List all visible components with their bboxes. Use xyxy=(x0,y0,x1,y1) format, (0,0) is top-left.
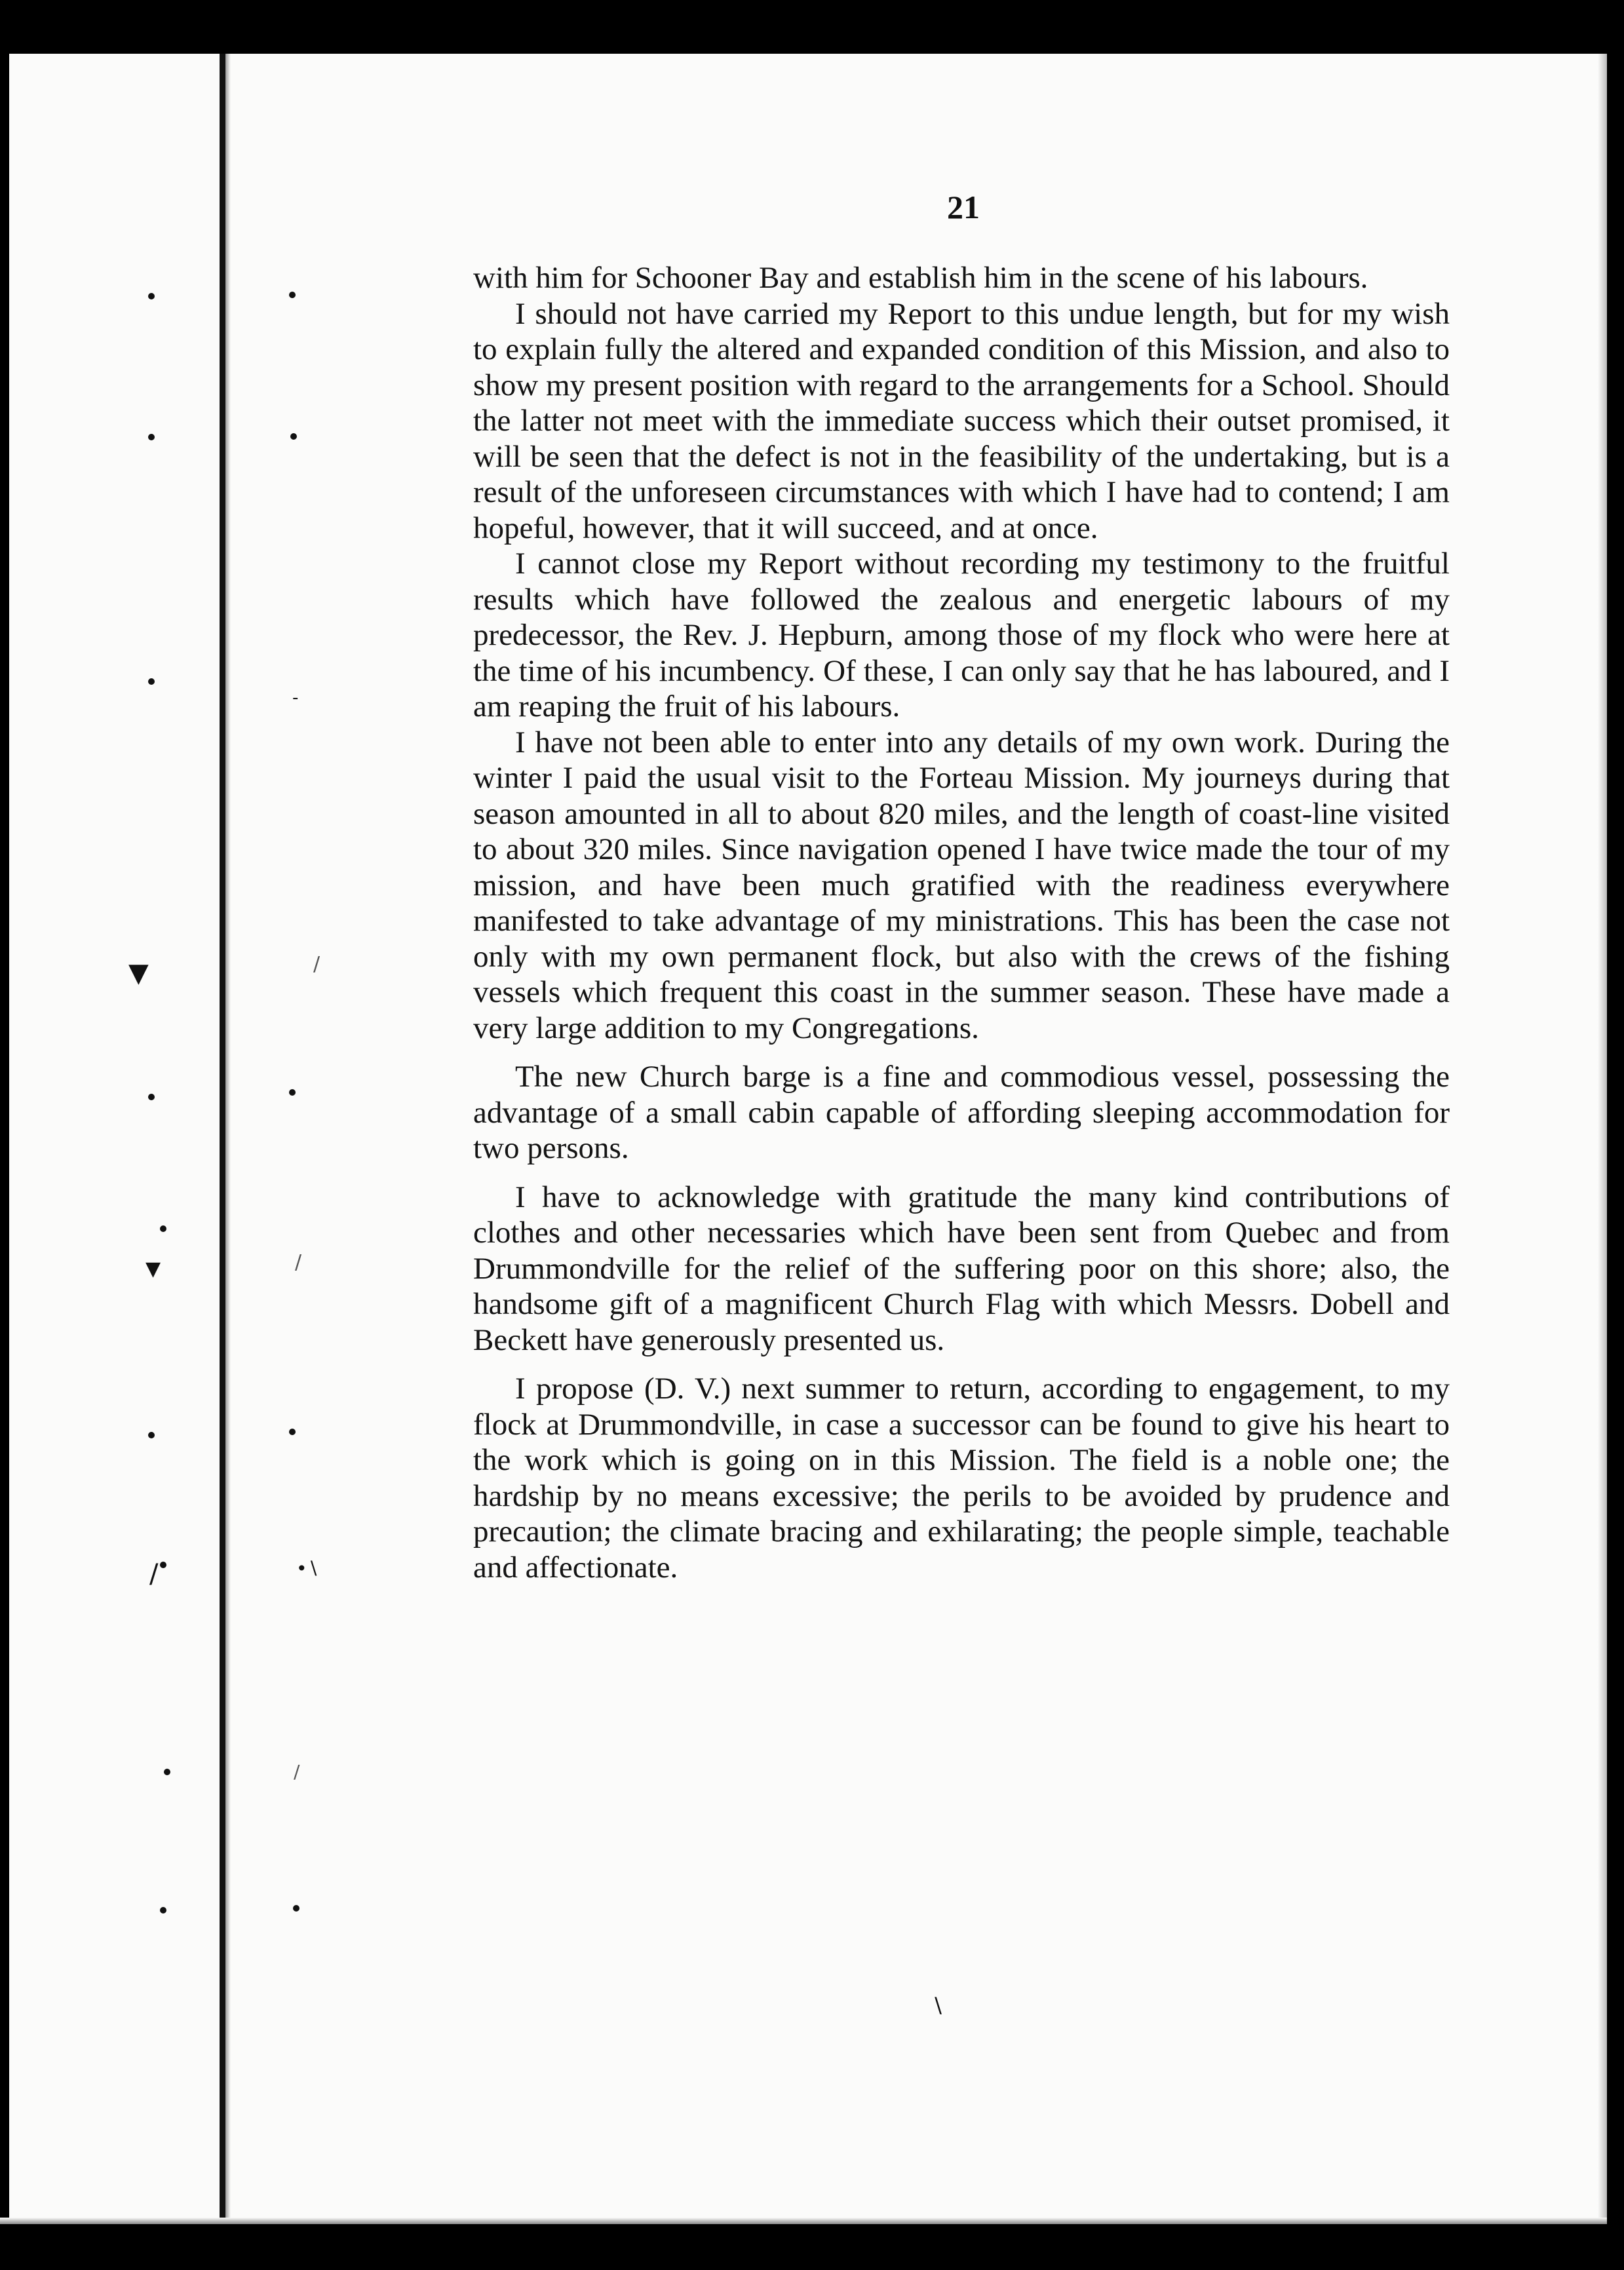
paragraph: I propose (D. V.) next summer to return, according to engagement, to my flock at Drummondville, in case a successor can be found to give his heart to the work which is going on in this Mission. The field is a noble one; the hardship by no means excessive; the perils to be avoided by prudence and precaution; the climate bracing and exhilarating; the people simple, teachable and affectionate. xyxy=(473,1372,1450,1585)
margin-mark: / xyxy=(149,1559,159,1589)
margin-speck xyxy=(293,1905,300,1912)
margin-speck xyxy=(160,1225,166,1232)
paragraph: I should not have carried my Report to this undue length, but for my wish to explain fully the altered and expanded condition of this Mission, and also to show my present position with regard to the arrangements for a School. Should the latter not meet with the immediate success which their outset promised, it will be seen that the defect is not in the feasibility of the undertaking, but is a result of the unforeseen circumstances with which I have had to contend; I am hopeful, however, that it will succeed, and at once. xyxy=(473,296,1450,545)
margin-speck xyxy=(289,1089,296,1096)
margin-mark: •∖ xyxy=(296,1558,319,1579)
gutter-shadow xyxy=(225,54,231,2224)
margin-mark: / xyxy=(294,1761,300,1782)
book-page xyxy=(0,54,1607,2224)
page-edge-right xyxy=(1598,54,1607,2224)
margin-speck xyxy=(289,292,296,298)
body-text xyxy=(473,260,1450,1585)
margin-speck xyxy=(160,1562,166,1568)
margin-speck xyxy=(148,1432,155,1438)
paragraph: with him for Schooner Bay and establish him in the scene of his labours. xyxy=(473,261,1368,295)
page-number: 21 xyxy=(947,189,980,225)
margin-speck xyxy=(164,1769,170,1775)
margin-speck xyxy=(148,434,155,440)
margin-speck xyxy=(148,293,155,299)
margin-mark: / xyxy=(313,953,320,976)
scan-border-top xyxy=(0,0,1624,52)
page-gutter xyxy=(220,54,225,2224)
margin-mark: ▼ xyxy=(128,958,149,988)
margin-mark: - xyxy=(292,688,299,708)
margin-speck xyxy=(290,433,297,440)
scan-border-left xyxy=(0,54,9,2224)
margin-mark: ▼ xyxy=(145,1258,161,1280)
margin-mark: / xyxy=(295,1251,302,1274)
paragraph: I have to acknowledge with gratitude the many kind contributions of clothes and other necessaries which have been sent from Quebec and from Drummondville for the relief of the suffering poor on this shore; also, the handsome gift of a magnificent Church Flag with which Messrs. Dobell and Beckett have generously presented us. xyxy=(473,1180,1450,1357)
margin-speck xyxy=(148,678,155,685)
paragraph: I have not been able to enter into any details of my own work. During the winter I paid the usual visit to the Forteau Mission. My journeys during that season amounted in all to about 820 miles, and the length of coast-line visited to about 320 miles. Since navigation opened I have twice made the tour of my mission, and have been much gratified with the readiness everywhere manifested to take advantage of my ministrations. This has been the case not only with my own permanent flock, but also with the crews of the fishing vessels which frequent this coast in the summer season. These have made a very large addition to my Congregations. xyxy=(473,725,1450,1045)
paragraph: I cannot close my Report without recording my testimony to the fruitful results which have followed the zealous and energetic labours of my predecessor, the Rev. J. Hepburn, among those of my flock who were here at the time of his incumbency. Of these, I can only say that he has laboured, and I am reaping the fruit of his labours. xyxy=(473,547,1450,723)
margin-speck xyxy=(289,1429,296,1435)
paragraph: The new Church barge is a fine and commodious vessel, possessing the advantage of a small cabin capable of affording sleeping accommodation for two persons. xyxy=(473,1060,1450,1165)
margin-speck xyxy=(148,1094,155,1100)
margin-mark: ∖ xyxy=(931,1993,944,2018)
margin-speck xyxy=(160,1907,166,1914)
page-edge-bottom xyxy=(0,2218,1607,2224)
